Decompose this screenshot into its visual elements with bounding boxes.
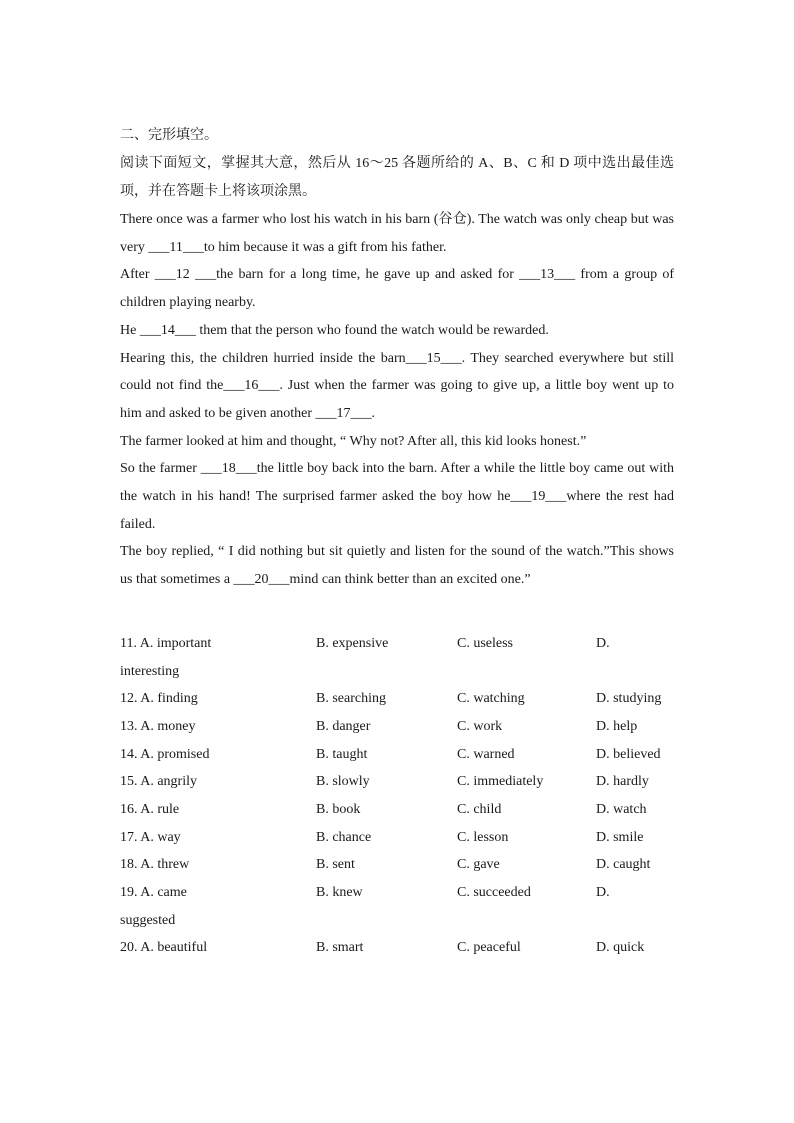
option-b: B. knew bbox=[316, 885, 363, 901]
option-a: 15. A. angrily bbox=[120, 774, 197, 790]
option-c: C. warned bbox=[457, 746, 515, 762]
question-row-15 bbox=[120, 768, 674, 796]
option-a: 13. A. money bbox=[120, 718, 196, 734]
passage-paragraph: After ___12 ___the barn for a long time, he gave up and asked for ___13___ from a group of children playing nearby. bbox=[120, 267, 674, 311]
option-b: B. sent bbox=[316, 857, 355, 873]
option-c: C. immediately bbox=[457, 774, 544, 790]
option-c: C. useless bbox=[457, 635, 513, 651]
option-d-wrapped-text: interesting bbox=[120, 663, 180, 679]
option-b: B. book bbox=[316, 801, 361, 817]
option-b: B. taught bbox=[316, 746, 368, 762]
passage-paragraph: So the farmer ___18___the little boy back into the barn. After a while the little boy came out with the watch in his hand! The surprised farmer asked the boy how he___19___where the rest had failed. bbox=[120, 461, 674, 532]
document-page bbox=[120, 122, 674, 962]
option-c: C. peaceful bbox=[457, 940, 521, 956]
question-row-20 bbox=[120, 934, 674, 962]
question-row-17 bbox=[120, 824, 674, 852]
option-b: B. slowly bbox=[316, 774, 370, 790]
question-row-19 bbox=[120, 879, 674, 934]
option-b: B. smart bbox=[316, 940, 364, 956]
option-b: B. searching bbox=[316, 691, 386, 707]
cloze-passage bbox=[120, 206, 674, 594]
option-a: 16. A. rule bbox=[120, 801, 180, 817]
option-a: 20. A. beautiful bbox=[120, 940, 208, 956]
option-a: 19. A. came bbox=[120, 885, 187, 901]
option-d: D. studying bbox=[596, 691, 662, 707]
option-d-wrapped-text: suggested bbox=[120, 912, 176, 928]
option-c: C. lesson bbox=[457, 829, 509, 845]
question-row-14 bbox=[120, 741, 674, 769]
option-d: D. watch bbox=[596, 801, 647, 817]
instructions: 阅读下面短文，掌握其大意，然后从 16～25 各题所给的 A、B、C 和 D 项中选出最佳选项，并在答题卡上将该项涂黑。 bbox=[120, 156, 674, 199]
option-d: D. bbox=[596, 635, 610, 651]
option-c: C. gave bbox=[457, 857, 500, 873]
option-d: D. hardly bbox=[596, 774, 649, 790]
option-c: C. succeeded bbox=[457, 885, 531, 901]
option-a: 12. A. finding bbox=[120, 691, 198, 707]
passage-paragraph: He ___14___ them that the person who found the watch would be rewarded. bbox=[120, 322, 549, 338]
option-c: C. child bbox=[457, 801, 502, 817]
section-heading: 二、完形填空。 bbox=[120, 128, 218, 143]
question-row-12 bbox=[120, 685, 674, 713]
option-a: 11. A. important bbox=[120, 635, 212, 651]
passage-paragraph: There once was a farmer who lost his watch in his barn (谷仓). The watch was only cheap but was very ___11___to him because it was a gift from his father. bbox=[120, 212, 674, 255]
passage-paragraph: The farmer looked at him and thought, “ Why not? After all, this kid looks honest.” bbox=[120, 433, 587, 449]
option-d: D. bbox=[596, 885, 610, 901]
question-row-11 bbox=[120, 630, 674, 685]
answer-options bbox=[120, 630, 674, 962]
option-c: C. watching bbox=[457, 691, 525, 707]
option-b: B. danger bbox=[316, 718, 371, 734]
question-row-13 bbox=[120, 713, 674, 741]
option-d: D. caught bbox=[596, 857, 651, 873]
option-d: D. help bbox=[596, 718, 638, 734]
passage-paragraph: Hearing this, the children hurried inside the barn___15___. They searched everywhere but still could not find the___16___. Just when the farmer was going to give up, a little boy went up to him and asked to be given another ___17___. bbox=[120, 350, 674, 421]
option-a: 17. A. way bbox=[120, 829, 181, 845]
option-b: B. chance bbox=[316, 829, 372, 845]
option-b: B. expensive bbox=[316, 635, 389, 651]
question-row-18 bbox=[120, 851, 674, 879]
option-c: C. work bbox=[457, 718, 503, 734]
option-a: 18. A. threw bbox=[120, 857, 190, 873]
option-a: 14. A. promised bbox=[120, 746, 210, 762]
question-row-16 bbox=[120, 796, 674, 824]
option-d: D. believed bbox=[596, 746, 661, 762]
option-d: D. smile bbox=[596, 829, 644, 845]
option-d: D. quick bbox=[596, 940, 645, 956]
passage-paragraph: The boy replied, “ I did nothing but sit quietly and listen for the sound of the watch.”This shows us that sometimes a ___20___mind can think better than an excited one.” bbox=[120, 544, 674, 588]
